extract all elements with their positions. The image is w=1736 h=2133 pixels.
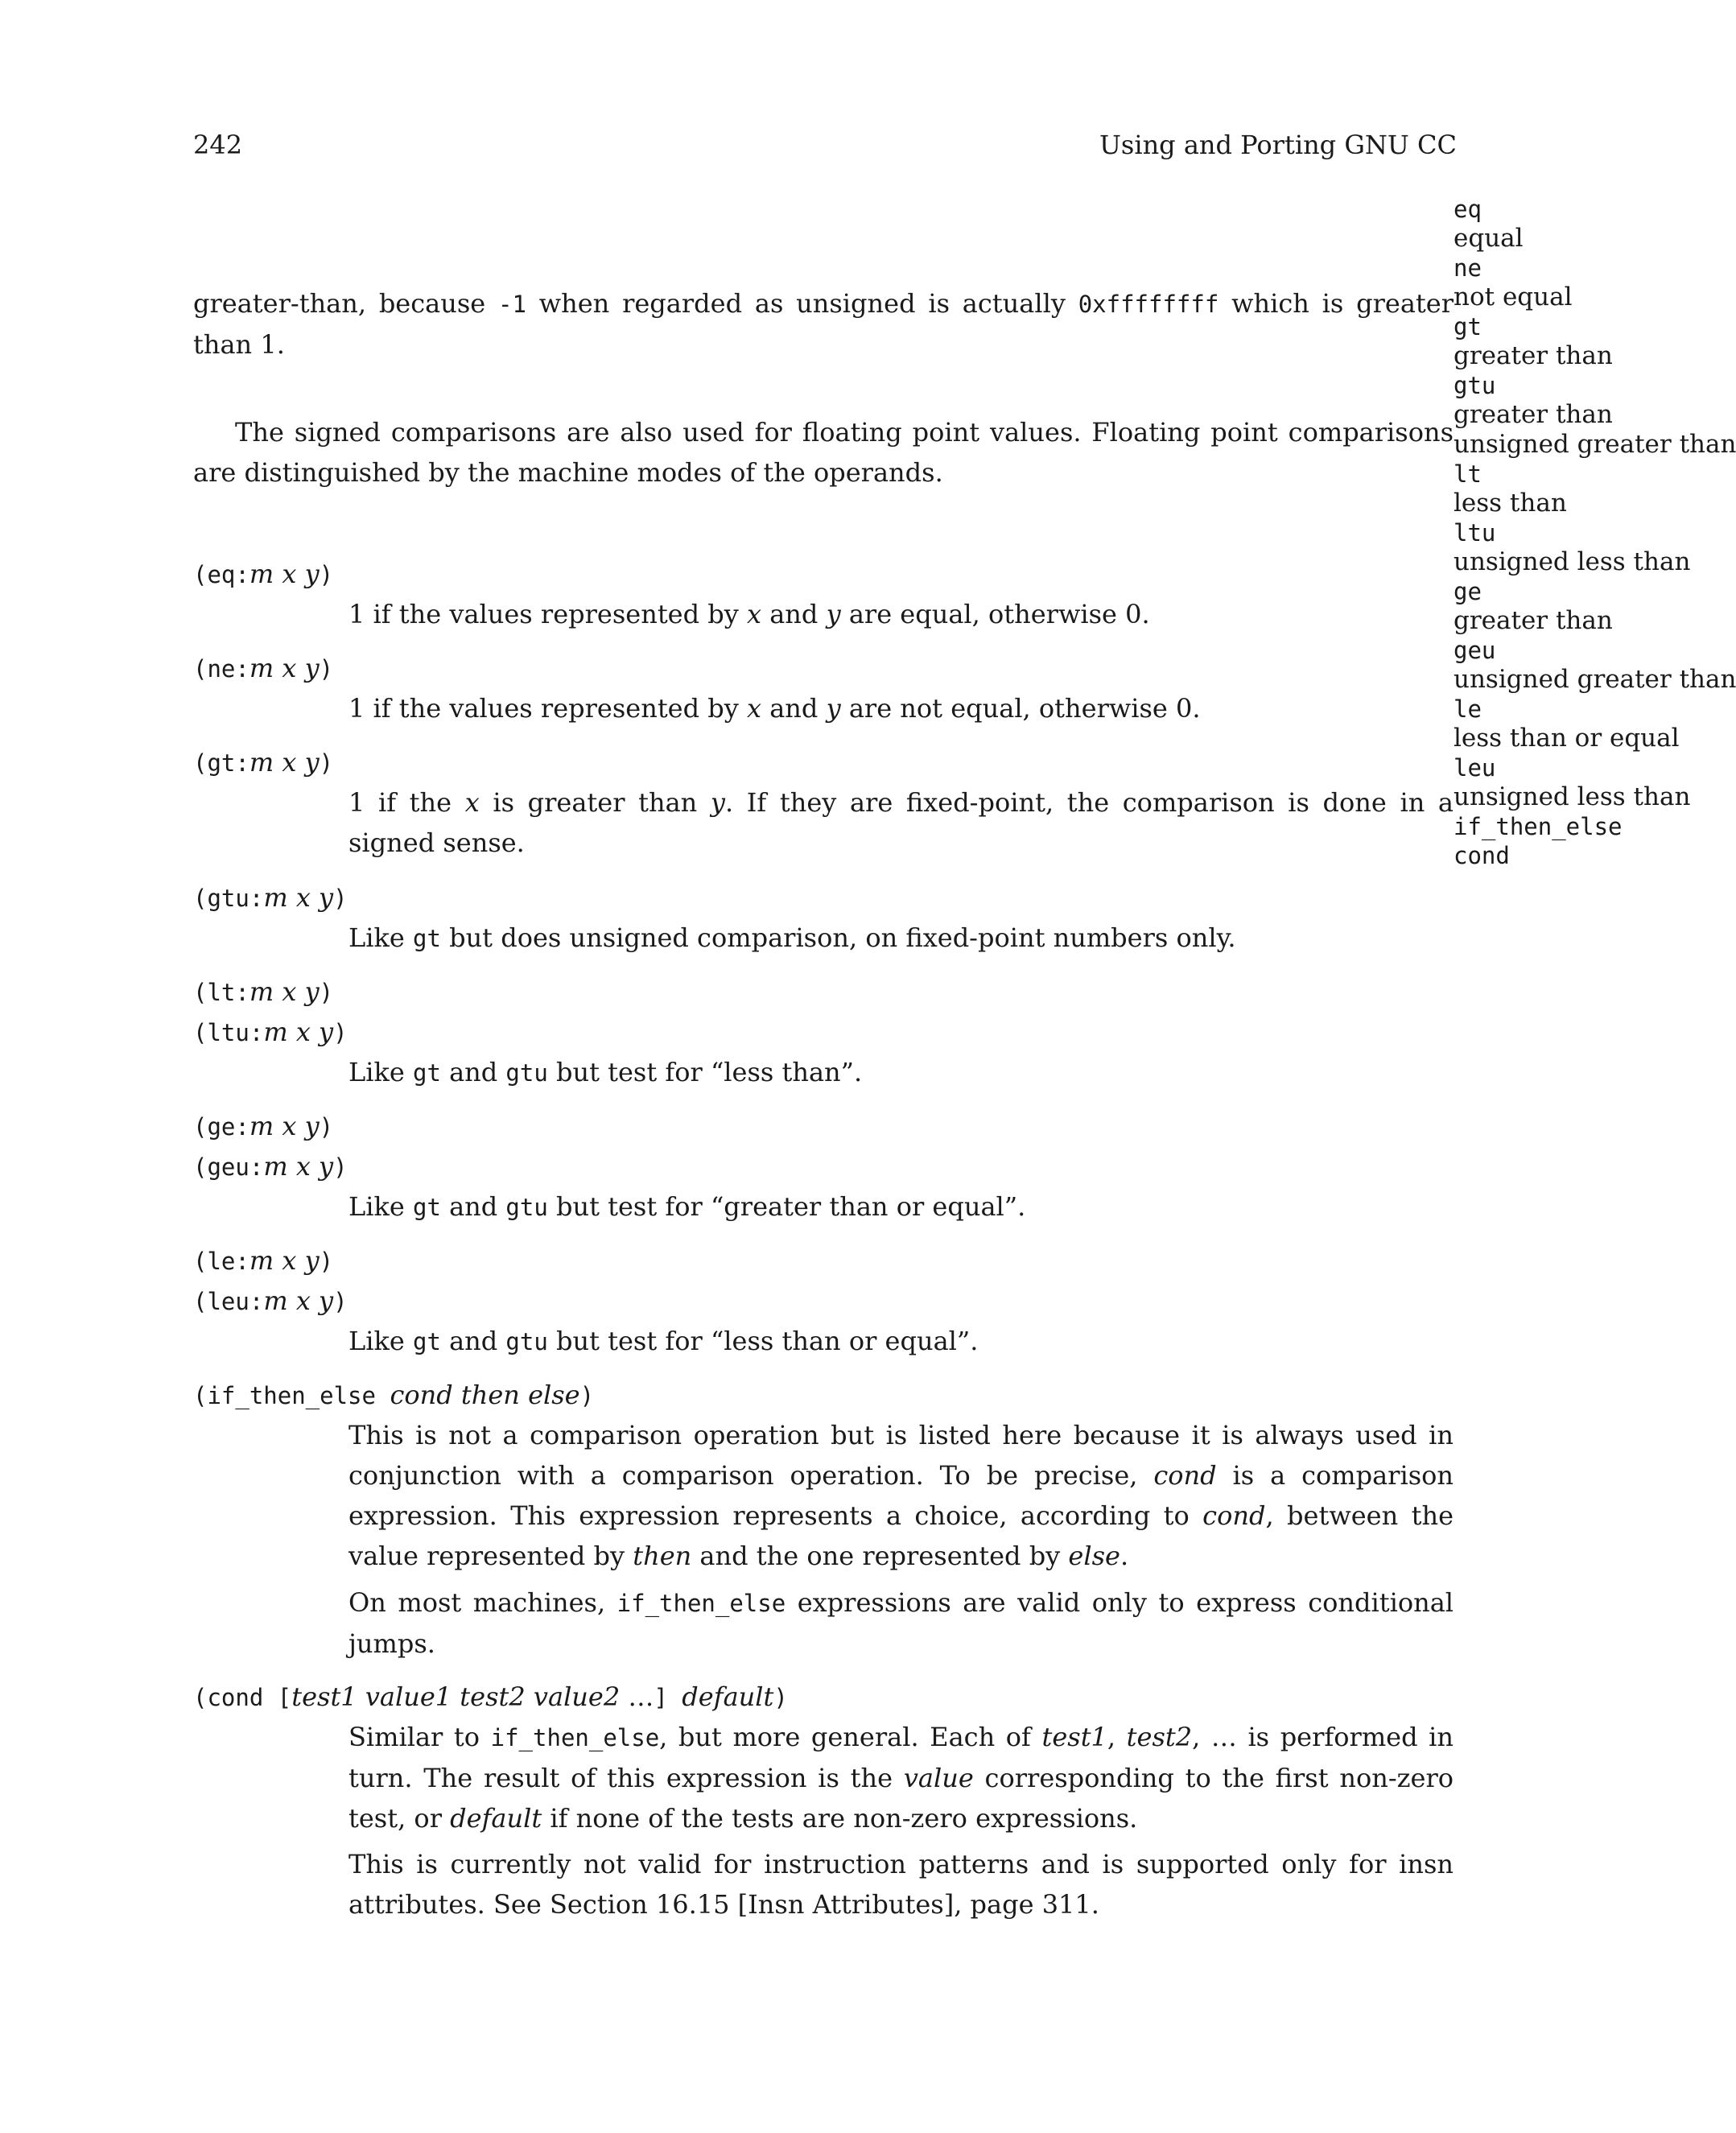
def-desc-geu [348, 1186, 1454, 1227]
def-desc-gtu [348, 918, 1454, 959]
var: then [633, 1541, 692, 1571]
arguments: m x y [263, 1151, 334, 1182]
var: test1 [1041, 1722, 1107, 1752]
var: x [747, 599, 762, 629]
text-run: , … is performed in turn. The result of this expression is the [348, 1722, 1454, 1793]
index-desc: unsigned less than [1454, 782, 1691, 811]
def-desc-if-then-else-note [348, 1582, 1454, 1664]
inline-code: gtu [505, 1194, 548, 1221]
text-run: , between the value represented by [348, 1500, 1454, 1571]
keyword: (eq: [193, 561, 249, 588]
text-run: when regarded as unsigned is actually [526, 288, 1078, 319]
def-desc-leu [348, 1321, 1454, 1362]
index-term: ge [1454, 578, 1482, 605]
inline-code: gt [412, 1194, 441, 1221]
text-run: On most machines, [348, 1587, 617, 1618]
intro-paragraph [193, 283, 1454, 365]
text-run: Like [348, 922, 413, 953]
index-desc: not equal [1454, 283, 1573, 311]
arguments: m x y [263, 1017, 334, 1047]
inline-code: 0xffffffff [1078, 291, 1219, 318]
intro-paragraph-floating-point: The signed comparisons are also used for floating point values. Floating point comparisons are distinguished by the machine modes of the operands. [193, 417, 1454, 488]
paren: ) [773, 1684, 788, 1711]
text-run: . [1120, 1541, 1129, 1571]
def-desc-ne [348, 688, 1454, 728]
inline-code: gt [412, 1059, 441, 1087]
arguments: cond then else [390, 1380, 580, 1410]
text-run: but test for “greater than or equal”. [547, 1191, 1026, 1222]
text-run: 1 if the values represented by [348, 693, 747, 724]
paren: ) [319, 979, 334, 1006]
arguments: m x y [249, 747, 320, 778]
text-run: and [440, 1326, 506, 1356]
inline-code: gtu [505, 1059, 548, 1087]
def-desc-ltu [348, 1052, 1454, 1093]
paren: ) [319, 749, 334, 777]
var: y [826, 693, 841, 724]
index-term: gt [1454, 313, 1482, 340]
paren: ) [319, 655, 334, 683]
text-run: and [761, 599, 827, 629]
def-term-ne [193, 648, 333, 689]
keyword: (if_then_else [193, 1382, 390, 1409]
def-term-geu [193, 1146, 348, 1187]
var: cond [1153, 1460, 1217, 1491]
text-run: if none of the tests are non-zero expressions. [542, 1803, 1138, 1834]
text-run: are equal, otherwise 0. [840, 599, 1150, 629]
text-run: expressions are valid only to express conditional jumps. [348, 1587, 1454, 1659]
text-run: This is not a comparison operation but is listed here because it is always used in conjunction with a comparison operation. To be precise, [348, 1420, 1454, 1491]
paren: ) [333, 1153, 348, 1181]
var: y [710, 787, 725, 818]
index-term: gtu [1454, 372, 1496, 399]
index-term: ne [1454, 254, 1482, 282]
arguments: m x y [263, 1285, 334, 1316]
paren: ) [579, 1382, 595, 1409]
index-desc: less than or equal [1454, 724, 1680, 753]
arguments: m x y [249, 976, 320, 1007]
arguments: m x y [249, 559, 320, 589]
keyword: (geu: [193, 1153, 264, 1181]
text-run: but does unsigned comparison, on fixed-point numbers only. [440, 922, 1236, 953]
text-run: greater-than, because [193, 288, 499, 319]
paren: ) [319, 1248, 334, 1275]
def-desc-gt [348, 782, 1454, 863]
arguments: default [682, 1681, 774, 1712]
keyword: (le: [193, 1248, 249, 1275]
text-run: but test for “less than”. [547, 1057, 863, 1087]
inline-code: -1 [498, 291, 526, 318]
def-desc-cond-note: This is currently not valid for instruction patterns and is supported only for insn attributes. See Section 16.15 [Insn Attributes], page 311. [348, 1849, 1454, 1920]
index-desc: unsigned greater than [1454, 665, 1736, 694]
text-run: , but more general. Each of [659, 1722, 1042, 1752]
var: cond [1202, 1500, 1266, 1531]
keyword: (ge: [193, 1113, 249, 1141]
var: test2 [1126, 1722, 1193, 1752]
index-desc: less than [1454, 489, 1567, 518]
index-desc: unsigned greater than [1454, 430, 1736, 459]
keyword: (lt: [193, 979, 249, 1006]
index-term: ltu [1454, 519, 1496, 547]
paren: ) [333, 885, 348, 912]
keyword: (gtu: [193, 885, 264, 912]
arguments: m x y [249, 1111, 320, 1141]
keyword: (ne: [193, 655, 249, 683]
def-desc-cond [348, 1717, 1454, 1838]
text-run: but test for “less than or equal”. [547, 1326, 979, 1356]
index-term: cond [1454, 842, 1510, 869]
text-run: are not equal, otherwise 0. [840, 693, 1201, 724]
index-term: lt [1454, 460, 1482, 488]
index-desc: greater than [1454, 606, 1613, 635]
def-term-eq [193, 554, 333, 595]
index-term: eq [1454, 196, 1482, 223]
index-margin [1454, 195, 1736, 870]
text-run: , [1107, 1722, 1127, 1752]
def-term-leu [193, 1281, 348, 1322]
paren: ) [333, 1019, 348, 1046]
def-term-gtu [193, 877, 348, 918]
text-run: . If they are fixed-point, the comparison is done in a signed sense. [348, 787, 1454, 858]
ellipsis: … [620, 1681, 654, 1712]
text-run: and [440, 1057, 506, 1087]
paren: ) [333, 1288, 348, 1315]
arguments: test1 value1 test2 value2 [291, 1681, 621, 1712]
text-run: corresponding to the first non-zero test, or [348, 1763, 1454, 1834]
text-run: and [440, 1191, 506, 1222]
def-desc-if-then-else [348, 1415, 1454, 1576]
index-term: le [1454, 695, 1482, 723]
arguments: m x y [249, 1245, 320, 1276]
def-term-cond [193, 1677, 788, 1718]
inline-code: if_then_else [490, 1724, 660, 1751]
keyword: (cond [ [193, 1684, 292, 1711]
text-run: is greater than [479, 787, 711, 818]
var: x [747, 693, 762, 724]
def-term-le [193, 1240, 333, 1281]
inline-code: gt [412, 925, 441, 952]
text-run: 1 if the [348, 787, 465, 818]
text-run: which is greater than 1. [193, 288, 1454, 360]
text-run: Similar to [348, 1722, 491, 1752]
paren: ) [319, 1113, 334, 1141]
inline-code: if_then_else [616, 1590, 786, 1617]
def-term-lt [193, 972, 333, 1013]
index-term: if_then_else [1454, 813, 1623, 840]
index-desc: unsigned less than [1454, 547, 1691, 576]
def-desc-eq [348, 594, 1454, 634]
index-desc: equal [1454, 224, 1524, 253]
var: else [1068, 1541, 1120, 1571]
text-run: is a comparison expression. This expression represents a choice, according to [348, 1460, 1454, 1531]
var: y [826, 599, 841, 629]
var: default [450, 1803, 542, 1834]
var: value [903, 1763, 974, 1793]
def-term-gt [193, 742, 333, 783]
index-term: geu [1454, 637, 1496, 664]
index-desc: greater than [1454, 400, 1613, 429]
keyword: (ltu: [193, 1019, 264, 1046]
text-run: and [761, 693, 827, 724]
inline-code: gtu [505, 1328, 548, 1355]
page-number: 242 [193, 130, 243, 160]
def-term-if-then-else [193, 1375, 594, 1416]
text-run: Like [348, 1326, 413, 1356]
running-title: Using and Porting GNU CC [1099, 130, 1457, 160]
text-run: and the one represented by [691, 1541, 1069, 1571]
arguments: m x y [249, 653, 320, 683]
index-term: leu [1454, 754, 1496, 782]
arguments: m x y [263, 882, 334, 913]
text-run: 1 if the values represented by [348, 599, 747, 629]
def-term-ltu [193, 1012, 348, 1053]
var: x [464, 787, 480, 818]
inline-code: gt [412, 1328, 441, 1355]
keyword: (leu: [193, 1288, 264, 1315]
paren: ) [319, 561, 334, 588]
text-run: Like [348, 1191, 413, 1222]
keyword: ] [654, 1684, 682, 1711]
index-desc: greater than [1454, 341, 1613, 370]
keyword: (gt: [193, 749, 249, 777]
def-term-ge [193, 1106, 333, 1147]
text-run: Like [348, 1057, 413, 1087]
